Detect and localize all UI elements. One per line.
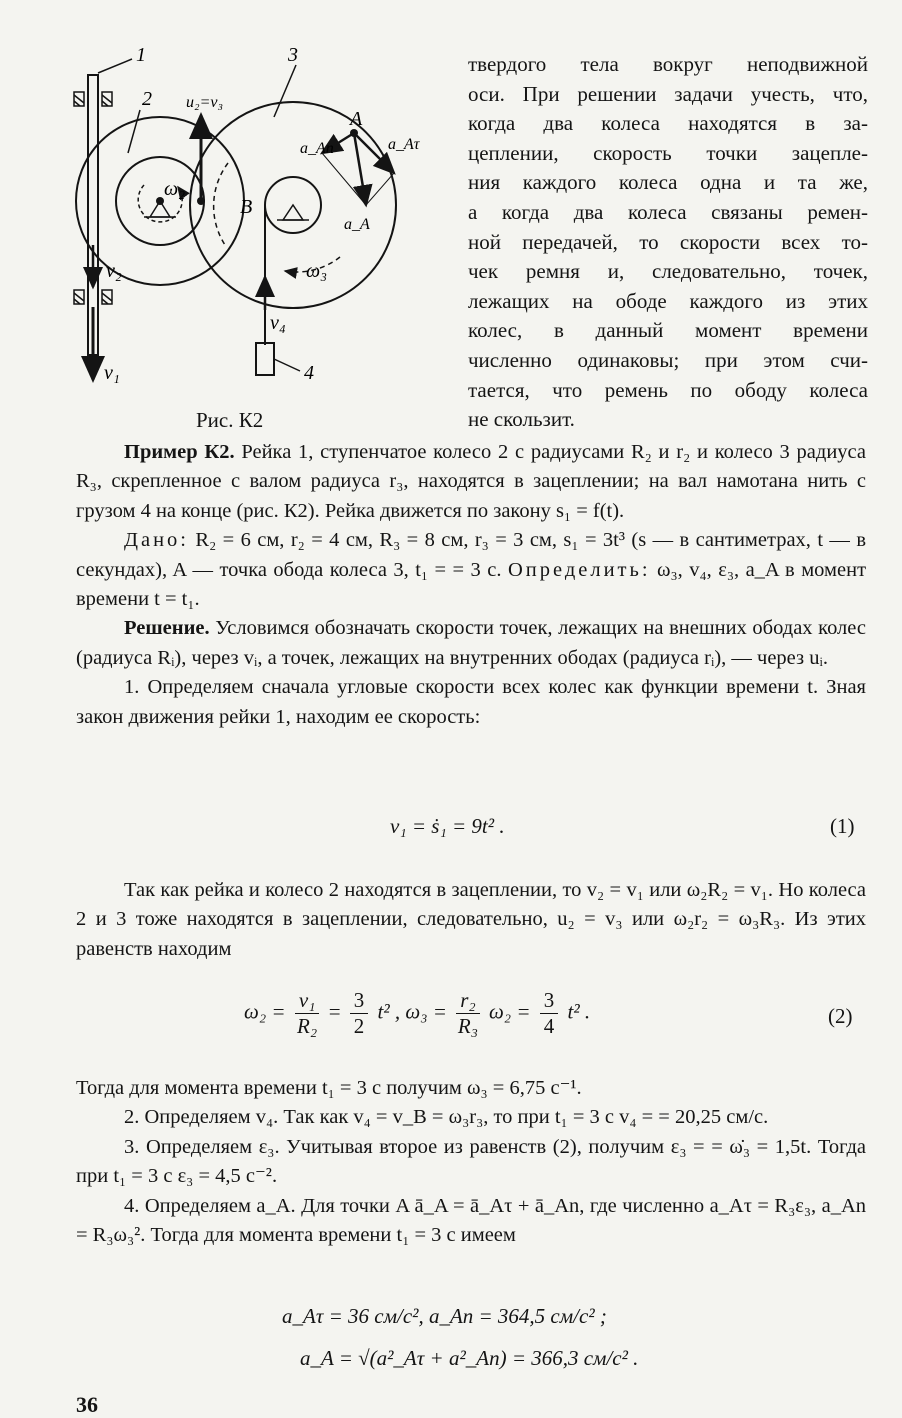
- label-aA: a_A: [344, 216, 370, 233]
- page-number: 36: [76, 1392, 98, 1417]
- example-title: Пример К2.: [124, 441, 235, 463]
- eq2-frac4: [540, 988, 559, 1039]
- label-1: 1: [136, 45, 146, 66]
- eq2-w2b: ω₂ =: [488, 999, 531, 1024]
- eq2-f4d: 4: [543, 1014, 555, 1038]
- find-text: ω₃, v₄, ε₃, a_A в момент времени t = t₁.: [76, 558, 867, 611]
- text-line: не скользит.: [468, 407, 575, 432]
- eq2-f1n: v₁: [295, 988, 320, 1014]
- eq2-f4n: 3: [540, 988, 559, 1014]
- step4-paragraph: 4. Определяем a_A. Для точки A ā_A = ā_Aτ + ā_An, где численно a_Aτ = R₃ε₃, a_An = R₃ω₃². Тогда для момента времени t₁ = 3 с имеем: [76, 1194, 866, 1247]
- eq2-frac3: [456, 988, 479, 1039]
- then-paragraph: Тогда для момента времени t₁ = 3 с получим ω₃ = 6,75 с⁻¹.: [76, 1077, 582, 1099]
- label-2: 2: [142, 88, 152, 110]
- label-v4: v₄: [270, 312, 286, 334]
- eq2-t1: t² ,: [377, 999, 401, 1024]
- text-line: твердого тела вокруг неподвижной: [468, 52, 868, 76]
- equation-3: a_Aτ = 36 см/с², a_An = 364,5 см/с² ;: [282, 1304, 607, 1328]
- eq2-eq: =: [328, 999, 341, 1024]
- equation-2-number: (2): [828, 1004, 853, 1028]
- step2-paragraph: 2. Определяем v₄. Так как v₄ = v_B = ω₃r₃, то при t₁ = 3 с v₄ = = 20,25 см/с.: [124, 1106, 769, 1129]
- text-line: тается, что ремень по ободу колеса: [468, 377, 868, 402]
- eq2-f3d: R₃: [457, 1014, 479, 1038]
- equation-4: a_A = √(a²_Aτ + a²_An) = 366,3 см/с² .: [300, 1346, 639, 1370]
- given-paragraph: [76, 526, 866, 614]
- text-line: когда два колеса находятся в за-: [468, 111, 868, 136]
- eq2-w2: ω₂ =: [244, 999, 286, 1024]
- text-line: численно одинаковы; при этом счи-: [468, 347, 868, 372]
- example-text: Рейка 1, ступенчатое колесо 2 с радиусами R₂ и r₂ и колесо 3 радиуса R₃, скрепленное с валом радиуса r₃, находятся в зацеплении; на вал намотана нить с грузом 4 на конце (рис. К2). Рейка движется по закону s₁ = f(t).: [76, 441, 866, 522]
- label-w2: ω₂: [164, 178, 186, 200]
- text-line: ной передачей, то скорости всех то-: [468, 229, 868, 254]
- label-aAn: a_An: [300, 140, 334, 157]
- find-label: Определить:: [507, 558, 651, 581]
- text-line: оси. При решении задачи учесть, что,: [468, 81, 868, 106]
- label-v2: v₂: [106, 260, 122, 282]
- eq2-f2d: 2: [353, 1014, 365, 1038]
- mechanism-diagram: [60, 45, 420, 435]
- eq2-w3: ω₃ =: [405, 999, 447, 1024]
- eq2-frac1: [295, 988, 320, 1039]
- right-column-text: [468, 50, 868, 435]
- given-text: R₂ = 6 см, r₂ = 4 см, R₃ = 8 см, r₃ = 3 см, s₁ = 3t³ (s — в сантиметрах, t — в секундах), A — точка обода колеса 3, t₁ = = 3 с.: [76, 529, 867, 581]
- given-label: Дано:: [124, 529, 189, 552]
- label-u2v3: u₂=v₃: [186, 94, 224, 111]
- para2: Так как рейка и колесо 2 находятся в зацеплении, то v₂ = v₁ или ω₂R₂ = v₁. Но колеса 2 и 3 тоже находятся в зацеплении, следовательно, u₂ = v₃ или ω₂r₂ = ω₃R₃. Из этих равенств находим: [76, 879, 866, 960]
- weight-4: [256, 343, 274, 375]
- step3-paragraph: 3. Определяем ε₃. Учитывая второе из равенств (2), получим ε₃ = = ω̇₃ = 1,5t. Тогда при t₁ = 3 с ε₃ = 4,5 с⁻².: [76, 1135, 866, 1188]
- eq2-t2: t² .: [567, 999, 591, 1024]
- example-paragraph: [76, 438, 866, 526]
- text-line: лежащих на ободе каждого из этих: [468, 288, 868, 313]
- text-line: цеплении, скорость точки зацепле-: [468, 140, 868, 165]
- label-A: A: [350, 108, 363, 130]
- text-line: а когда два колеса связаны ремен-: [468, 199, 868, 224]
- solution-label: Решение.: [124, 617, 210, 640]
- eq2-frac2: [350, 988, 369, 1039]
- eq2-f3n: r₂: [456, 988, 479, 1014]
- solution-text: Условимся обозначать скорости точек, лежащих на внешних ободах колес (радиуса Rᵢ), через vᵢ, а точек, лежащих на внутренних ободах (радиуса rᵢ), — через uᵢ.: [76, 617, 866, 669]
- equation-1: v₁ = ṡ₁ = 9t² .: [390, 814, 505, 838]
- equation-2: [244, 988, 590, 1039]
- label-aAt: a_Aτ: [388, 136, 420, 153]
- label-w3: ω₃: [306, 260, 328, 282]
- figure-caption: Рис. К2: [196, 408, 264, 432]
- equation-1-number: (1): [830, 814, 855, 838]
- text-line: ния каждого колеса одна и та же,: [468, 170, 868, 195]
- solution-paragraph: [76, 614, 866, 673]
- text-line: чек ремня и, следовательно, точек,: [468, 259, 868, 284]
- figure-k2: [60, 45, 420, 435]
- label-4: 4: [304, 362, 314, 384]
- label-3: 3: [288, 45, 298, 66]
- label-B: B: [240, 196, 253, 218]
- eq2-f2n: 3: [350, 988, 369, 1014]
- eq2-f1d: R₂: [297, 1014, 318, 1038]
- para2-block: [76, 876, 866, 964]
- text-line: колес, в данный момент времени: [468, 318, 868, 343]
- steps-block: [76, 1074, 866, 1250]
- example-block: [76, 438, 866, 732]
- step1-paragraph: 1. Определяем сначала угловые скорости всех колес как функции времени t. Зная закон движения рейки 1, находим ее скорость:: [76, 676, 866, 728]
- label-v1: v₁: [104, 362, 120, 384]
